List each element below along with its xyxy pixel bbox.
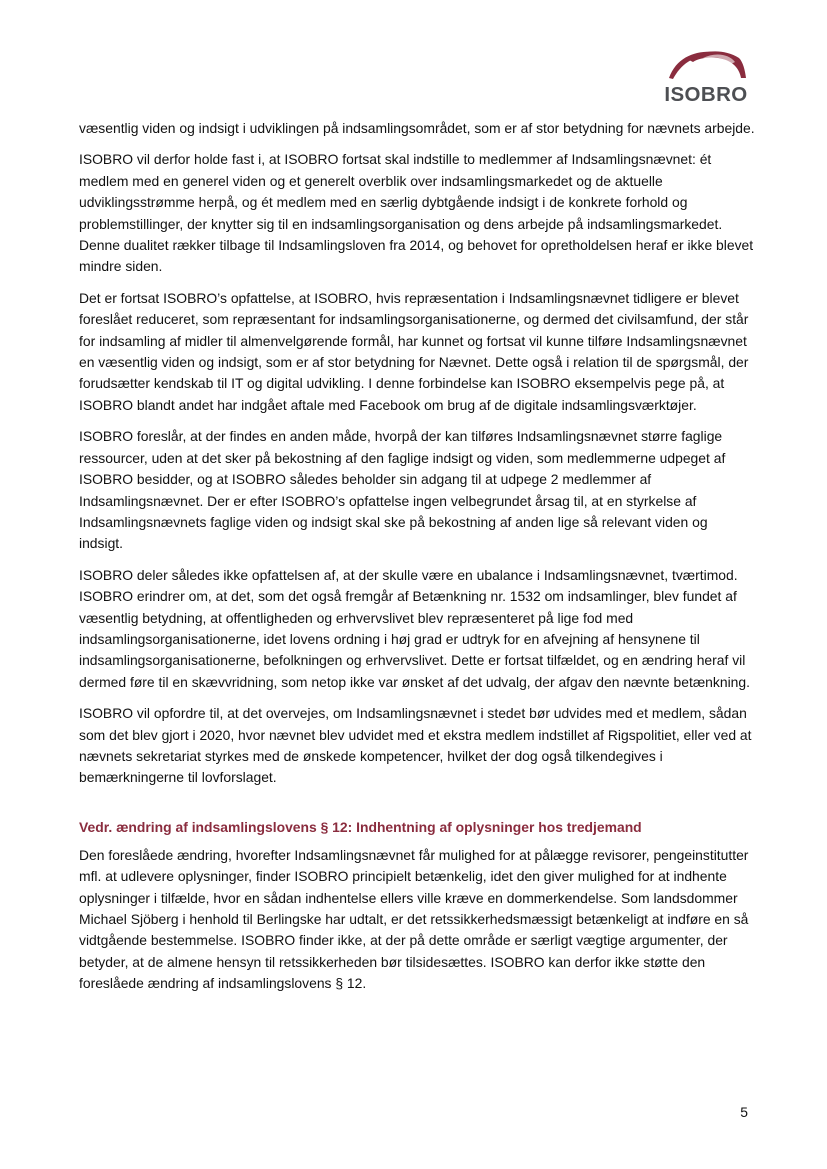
- paragraph: Den foreslåede ændring, hvorefter Indsamlingsnævnet får mulighed for at pålægge revisorer, pengeinstitutter mfl. at udlevere oplysninger, finder ISOBRO principielt betænkelig, idet den giver mulighed for at indhente oplysninger i tilfælde, hvor en sådan indhentelse ellers ville kræve en dommerkendelse. Som landsdommer Michael Sjöberg i henhold til Berlingske har udtalt, er det retssikkerhedsmæssigt betænkeligt at indføre en så vidtgående bestemmelse. ISOBRO finder ikke, at der på dette område er særligt vægtige argumenter, der betyder, at de almene hensyn til retssikkerheden bør tilsidesættes. ISOBRO kan derfor ikke støtte den foreslåede ændring af indsamlingslovens § 12.: [79, 846, 749, 992]
- paragraph: ISOBRO foreslår, at der findes en anden måde, hvorpå der kan tilføres Indsamlingsnævnet større faglige ressourcer, uden at det sker på bekostning af den faglige indsigt og viden, som medlemmerne udpeget af ISOBRO besidder, og at ISOBRO således beholder sin adgang til at udpege 2 medlemmer af Indsamlingsnævnet. Der er efter ISOBRO’s opfattelse ingen velbegrundet årsag til, at en styrkelse af Indsamlingsnævnets faglige viden og indsigt skal ske på bekostning af anden lige så relevant viden og indsigt.: [79, 428, 726, 552]
- section-heading: Vedr. ændring af indsamlingslovens § 12: Indhentning af oplysninger hos tredjemand: [79, 818, 642, 835]
- paragraph: ISOBRO deler således ikke opfattelsen af, at der skulle være en ubalance i Indsamlingsnævnet, tværtimod. ISOBRO erindrer om, at det, som det også fremgår af Betænkning nr. 1532 om indsamlinger, blev fundet af væsentlig betydning, at offentligheden og erhvervslivet blev repræsenteret på lige fod med indsamlingsorganisationerne, idet lovens ordning i høj grad er udtryk for en afvejning af hensynene til indsamlingsorganisationerne, befolkningen og erhvervslivet. Dette er fortsat tilfældet, og en ændring heraf vil dermed føre til en skævvridning, som netop ikke var ønsket af det udvalg, der afgav den nævnte betænkning.: [79, 566, 750, 690]
- paragraph: ISOBRO vil opfordre til, at det overvejes, om Indsamlingsnævnet i stedet bør udvides med et medlem, sådan som det blev gjort i 2020, hvor nævnet blev udvidet med et ekstra medlem indstillet af Rigspolitiet, eller ved at nævnets sekretariat styrkes med de ønskede kompetencer, hvilket der dog også tilkendegives i bemærkningerne til lovforslaget.: [79, 705, 752, 786]
- isobro-logo-mark-icon: [663, 46, 749, 82]
- paragraph: væsentlig viden og indsigt i udviklingen på indsamlingsområdet, som er af stor betydning for nævnets arbejde.: [79, 120, 755, 136]
- logo-text: ISOBRO: [664, 83, 748, 106]
- paragraph: Det er fortsat ISOBRO’s opfattelse, at ISOBRO, hvis repræsentation i Indsamlingsnævnet tidligere er blevet foreslået reduceret, som repræsentant for indsamlingsorganisationerne, og dermed det civilsamfund, der står for indsamling af midler til almenvelgørende formål, har kunnet og fortsat vil kunne tilføre Indsamlingsnævnet en væsentlig viden og indsigt, som er af stor betydning for Nævnet. Dette også i relation til de spørgsmål, der forudsætter kendskab til IT og digital udvikling. I denne forbindelse kan ISOBRO eksempelvis pege på, at ISOBRO blandt andet har indgået aftale med Facebook om brug af de digitale indsamlingsværktøjer.: [79, 289, 749, 413]
- document-body: [79, 118, 755, 1005]
- isobro-logo: [660, 46, 752, 108]
- paragraph: ISOBRO vil derfor holde fast i, at ISOBRO fortsat skal indstille to medlemmer af Indsamlingsnævnet: ét medlem med en generel viden og et generelt overblik over indsamlingsmarkedet og de aktuelle udviklingsstrømme herpå, og ét medlem med en særlig dybtgående indsigt i de konkrete forhold og problemstillinger, der knytter sig til en indsamlingsorganisation og dens arbejde på indsamlingsmarkedet. Denne dualitet rækker tilbage til Indsamlingsloven fra 2014, og behovet for opretholdelsen heraf er ikke blevet mindre siden.: [79, 151, 754, 275]
- page-number: 5: [740, 1104, 748, 1120]
